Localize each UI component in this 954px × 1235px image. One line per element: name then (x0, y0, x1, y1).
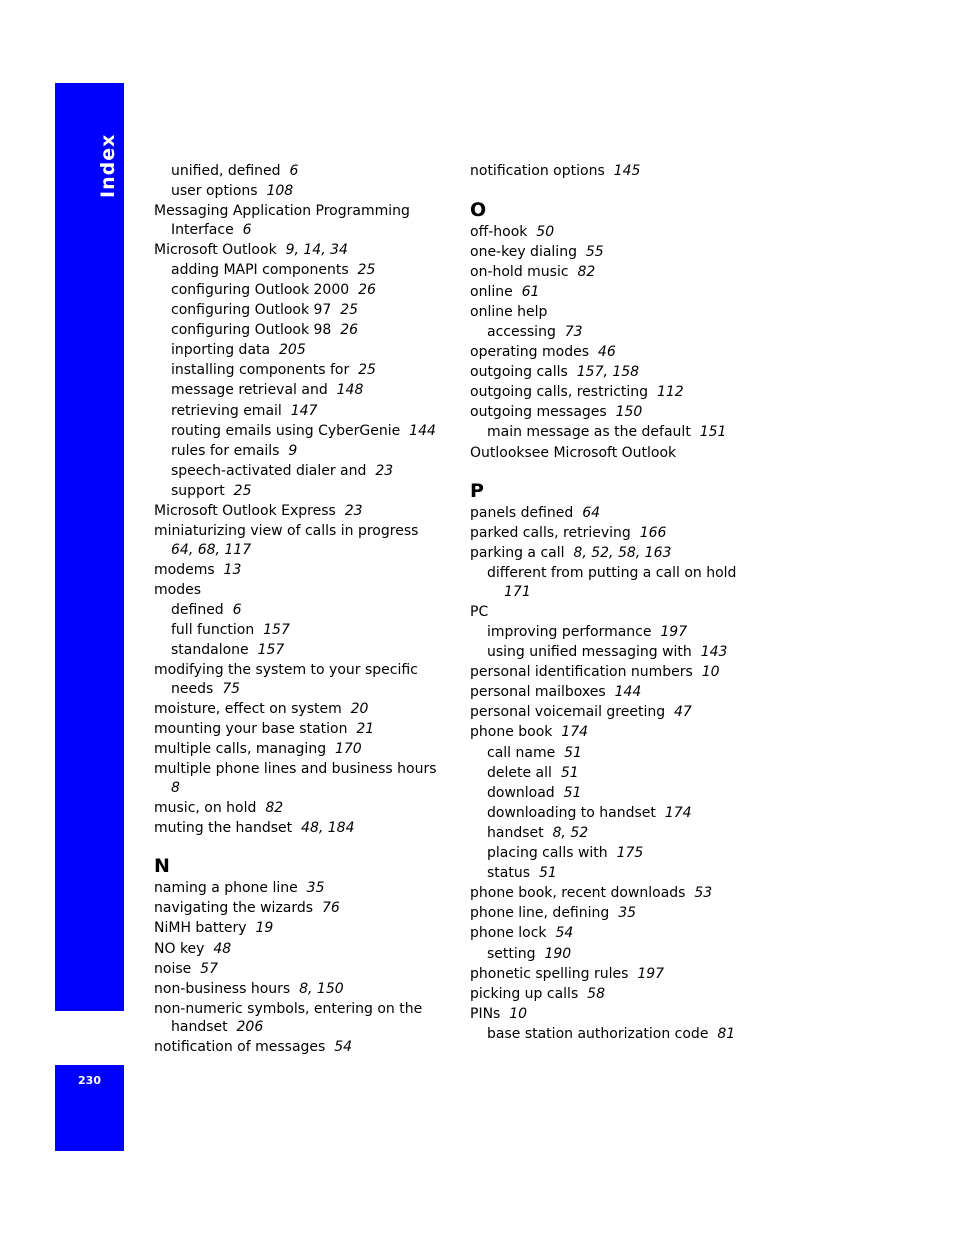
page-refs: 47 (674, 704, 692, 721)
index-term: full function (171, 621, 255, 638)
page-refs: 64 (582, 505, 601, 522)
index-term: modifying the system to your specific (154, 662, 418, 679)
index-entry (470, 1005, 770, 1024)
page-refs: 157 (257, 642, 285, 659)
index-term: improving performance (487, 624, 652, 640)
index-term: one-key dialing (470, 243, 577, 260)
index-subentry (154, 341, 454, 360)
page-refs: 150 (615, 404, 643, 421)
index-term: outgoing messages (470, 404, 607, 421)
index-subentry (154, 482, 454, 501)
index-term: phone book, recent downloads (470, 885, 686, 902)
page-refs: 82 (265, 799, 284, 816)
index-subentry (154, 442, 454, 461)
index-term: parked calls, retrieving (470, 525, 631, 542)
index-term: phone lock (470, 925, 547, 942)
page-refs: 82 (577, 263, 596, 280)
index-term: configuring Outlook 2000 (171, 281, 350, 298)
index-entry (470, 723, 770, 742)
page-refs: 61 (521, 283, 540, 300)
index-term: modes (154, 581, 201, 598)
index-subentry (154, 462, 454, 481)
page-refs: 26 (358, 281, 376, 298)
index-term: phone book (470, 724, 553, 741)
index-entry (470, 363, 770, 382)
index-term: retrieving email (171, 402, 282, 419)
index-term: inporting data (171, 342, 271, 359)
section-title (97, 134, 119, 198)
index-term: user options (171, 183, 258, 200)
page-number: 230 (78, 1074, 101, 1087)
page-refs: 54 (555, 925, 574, 942)
index-term: downloading to handset (487, 804, 656, 821)
index-term: message retrieval and (171, 382, 328, 399)
index-term: main message as the default (487, 424, 691, 441)
page-refs: 10 (701, 664, 720, 681)
index-subentry (154, 281, 454, 300)
page-refs: 23 (344, 503, 363, 519)
page-refs: 26 (340, 322, 359, 339)
page-refs: 46 (597, 344, 616, 361)
index-entry (470, 884, 770, 903)
index-entry (154, 919, 454, 938)
index-subentry (154, 641, 454, 660)
index-term: miniaturizing view of calls in progress (154, 523, 419, 540)
page-refs: 8, 150 (299, 980, 344, 997)
index-column-left (154, 162, 454, 1058)
index-term: online help (470, 303, 548, 320)
index-entry (154, 879, 454, 898)
index-entry (470, 544, 770, 563)
index-subentry (470, 784, 770, 803)
page-refs: 145 (613, 163, 641, 179)
page-refs: 9, 14, 34 (285, 241, 348, 258)
index-entry (154, 661, 454, 698)
index-term: NiMH battery (154, 920, 247, 937)
index-subentry (470, 824, 770, 843)
index-entry (154, 241, 454, 260)
page-refs: 53 (694, 885, 713, 902)
index-entry (154, 940, 454, 959)
index-entry (154, 202, 454, 239)
page-refs: 48, 184 (301, 819, 355, 836)
index-letter-heading: O (470, 198, 487, 221)
index-term: support (171, 482, 225, 499)
index-entry (470, 403, 770, 422)
page-refs: 48 (213, 940, 232, 957)
index-entry (470, 985, 770, 1004)
index-term: online (470, 283, 513, 300)
page-refs: 50 (536, 223, 555, 240)
index-term: outgoing calls (470, 364, 568, 381)
index-term: handset (487, 824, 544, 841)
page-refs: 175 (616, 845, 644, 862)
index-term: personal voicemail greeting (470, 704, 666, 721)
index-term: muting the handset (154, 819, 293, 836)
index-term: operating modes (470, 344, 589, 361)
index-term: outgoing calls, restricting (470, 384, 649, 401)
index-term: configuring Outlook 97 (171, 302, 332, 319)
page-refs: 157 (263, 621, 290, 638)
index-entry (154, 522, 454, 559)
index-entry (470, 223, 770, 242)
page-refs: 57 (200, 960, 218, 977)
index-term: panels defined (470, 505, 574, 522)
index-entry (470, 243, 770, 262)
index-term: Messaging Application Programming (154, 203, 410, 220)
index-entry (154, 799, 454, 818)
index-term: routing emails using CyberGenie (171, 422, 401, 439)
index-term: call name (487, 744, 556, 761)
index-entry (470, 663, 770, 682)
index-entry (154, 960, 454, 979)
page-refs: 51 (538, 865, 557, 882)
index-entry (470, 904, 770, 923)
page-refs: 197 (660, 624, 688, 640)
index-term: PINs (470, 1005, 501, 1022)
index-term: speech-activated dialer and (171, 462, 367, 479)
index-subentry (154, 601, 454, 620)
index-subentry (154, 361, 454, 380)
index-subentry (470, 764, 770, 783)
index-subentry (470, 804, 770, 823)
index-entry (470, 504, 770, 523)
page-refs: 174 (561, 724, 589, 741)
index-term: notification of messages (154, 1039, 326, 1056)
page-refs: 25 (340, 302, 359, 319)
page-refs: 144 (409, 422, 436, 439)
page-refs: 166 (639, 525, 667, 542)
index-term: unified, defined (171, 163, 281, 179)
index-subentry (154, 261, 454, 280)
index-term-continued: needs (171, 680, 214, 697)
page-refs: 35 (306, 880, 325, 897)
page-refs: 171 (504, 583, 531, 600)
page-refs: 51 (564, 744, 582, 761)
index-term: notification options (470, 163, 605, 179)
index-entry (154, 720, 454, 739)
index-entry (470, 703, 770, 722)
index-term: standalone (171, 642, 249, 659)
index-term: download (487, 784, 555, 801)
page-refs: 51 (563, 784, 582, 801)
index-subentry (470, 864, 770, 883)
index-subentry (470, 643, 770, 662)
page-refs: 10 (509, 1005, 528, 1022)
index-subentry (470, 323, 770, 342)
page-number-tab (55, 1065, 124, 1151)
index-term: Microsoft Outlook (154, 241, 277, 258)
index-subentry (470, 564, 770, 601)
index-term: setting (487, 945, 536, 962)
page-refs: 112 (656, 384, 684, 401)
index-entry (470, 603, 770, 622)
index-entry (154, 899, 454, 918)
index-entry (470, 965, 770, 984)
index-term: navigating the wizards (154, 900, 314, 917)
page-refs: 151 (699, 424, 727, 441)
index-term: using unified messaging with (487, 644, 692, 661)
index-entry (154, 581, 454, 600)
page-refs: 157, 158 (576, 364, 640, 381)
index-entry (154, 1000, 454, 1037)
page-refs: 58 (587, 985, 605, 1002)
index-column-right (470, 162, 770, 1045)
index-entry (470, 343, 770, 362)
page-refs: 75 (222, 680, 241, 697)
index-letter-heading: N (154, 855, 170, 878)
index-term: personal mailboxes (470, 684, 606, 701)
index-side-tab (55, 83, 124, 1011)
index-entry (154, 700, 454, 719)
index-subentry (154, 621, 454, 640)
index-term: base station authorization code (487, 1025, 709, 1042)
page-refs: 51 (560, 764, 579, 781)
page-refs: 8, 52 (552, 824, 589, 841)
page-refs: 144 (614, 684, 642, 701)
index-subentry (470, 744, 770, 763)
page-refs: 9 (288, 442, 298, 459)
page-refs: 35 (618, 905, 637, 922)
index-term: placing calls with (487, 845, 608, 862)
index-term-continued: handset (171, 1019, 228, 1036)
index-letter-heading: P (470, 480, 484, 503)
page-refs: 6 (242, 221, 252, 238)
index-term: rules for emails (171, 442, 280, 459)
page-refs: 108 (266, 183, 294, 200)
page-refs: 20 (350, 700, 369, 717)
index-term: multiple phone lines and business hours (154, 761, 437, 778)
page-refs: 23 (375, 462, 394, 479)
page-refs: 6 (289, 163, 299, 179)
page-refs: 205 (279, 342, 306, 359)
index-entry (154, 1038, 454, 1057)
index-subentry (470, 423, 770, 442)
index-term: delete all (487, 764, 552, 781)
page-refs: 147 (290, 402, 318, 419)
index-term: phone line, defining (470, 905, 610, 922)
index-entry (470, 444, 770, 463)
index-term: noise (154, 960, 192, 977)
index-entry (154, 760, 454, 797)
index-entry (470, 383, 770, 402)
page-refs: 13 (223, 561, 242, 578)
page-refs: 170 (334, 740, 362, 757)
page-refs: 25 (358, 362, 376, 379)
index-subentry (154, 321, 454, 340)
index-term: Outlooksee Microsoft Outlook (470, 444, 677, 461)
page-refs: 197 (637, 965, 665, 982)
index-term: status (487, 865, 531, 882)
index-subentry (154, 402, 454, 421)
index-term: modems (154, 561, 215, 578)
index-term: installing components for (171, 362, 350, 379)
index-term: PC (470, 603, 489, 620)
index-term: Microsoft Outlook Express (154, 503, 336, 519)
page-refs: 19 (255, 920, 274, 937)
index-term: NO key (154, 940, 205, 957)
index-entry (470, 524, 770, 543)
page-refs: 8, 52, 58, 163 (573, 545, 672, 562)
index-term: non-business hours (154, 980, 291, 997)
index-term: phonetic spelling rules (470, 965, 629, 982)
index-entry (470, 683, 770, 702)
index-term: defined (171, 601, 224, 618)
page-refs: 6 (232, 601, 242, 618)
section-title-text: Index (97, 133, 119, 198)
index-subentry (470, 945, 770, 964)
index-term: accessing (487, 323, 556, 340)
index-subentry (470, 623, 770, 642)
index-term: parking a call (470, 545, 565, 562)
index-subentry (154, 182, 454, 201)
index-subentry (154, 301, 454, 320)
index-entry (470, 283, 770, 302)
page-refs: 148 (336, 382, 364, 399)
index-term: adding MAPI components (171, 261, 349, 278)
page-refs: 73 (564, 323, 583, 340)
index-subentry (470, 844, 770, 863)
index-term: multiple calls, managing (154, 740, 327, 757)
page-refs: 81 (717, 1025, 736, 1042)
index-term: personal identification numbers (470, 664, 693, 681)
index-entry (154, 561, 454, 580)
index-term: naming a phone line (154, 880, 298, 897)
index-term: picking up calls (470, 985, 579, 1002)
index-entry (470, 924, 770, 943)
index-entry (154, 980, 454, 999)
page-refs: 76 (321, 900, 340, 917)
index-term: mounting your base station (154, 720, 348, 737)
index-entry (154, 502, 454, 521)
index-term: configuring Outlook 98 (171, 322, 332, 339)
index-term: different from putting a call on hold (487, 565, 737, 582)
index-subentry (470, 1025, 770, 1044)
index-subentry (154, 422, 454, 441)
page-refs: 21 (356, 720, 375, 737)
page-refs: 55 (585, 243, 604, 260)
index-entry (470, 162, 770, 181)
page-refs: 25 (357, 261, 376, 278)
index-subentry (154, 162, 454, 181)
index-entry (154, 740, 454, 759)
index-term-continued: Interface (171, 221, 234, 238)
page-refs: 64, 68, 117 (171, 541, 252, 558)
page-refs: 206 (236, 1019, 264, 1036)
index-term: on-hold music (470, 263, 569, 280)
page-refs: 190 (544, 945, 572, 962)
index-term: moisture, effect on system (154, 700, 342, 717)
page-refs: 174 (664, 804, 692, 821)
page-refs: 8 (171, 779, 180, 796)
index-term: off-hook (470, 223, 528, 240)
page-refs: 54 (334, 1039, 353, 1056)
index-term: non-numeric symbols, entering on the (154, 1000, 423, 1017)
index-entry (470, 303, 770, 322)
index-term: music, on hold (154, 799, 257, 816)
page-refs: 143 (700, 644, 728, 661)
index-entry (154, 819, 454, 838)
index-entry (470, 263, 770, 282)
index-subentry (154, 381, 454, 400)
page-refs: 25 (233, 482, 252, 499)
